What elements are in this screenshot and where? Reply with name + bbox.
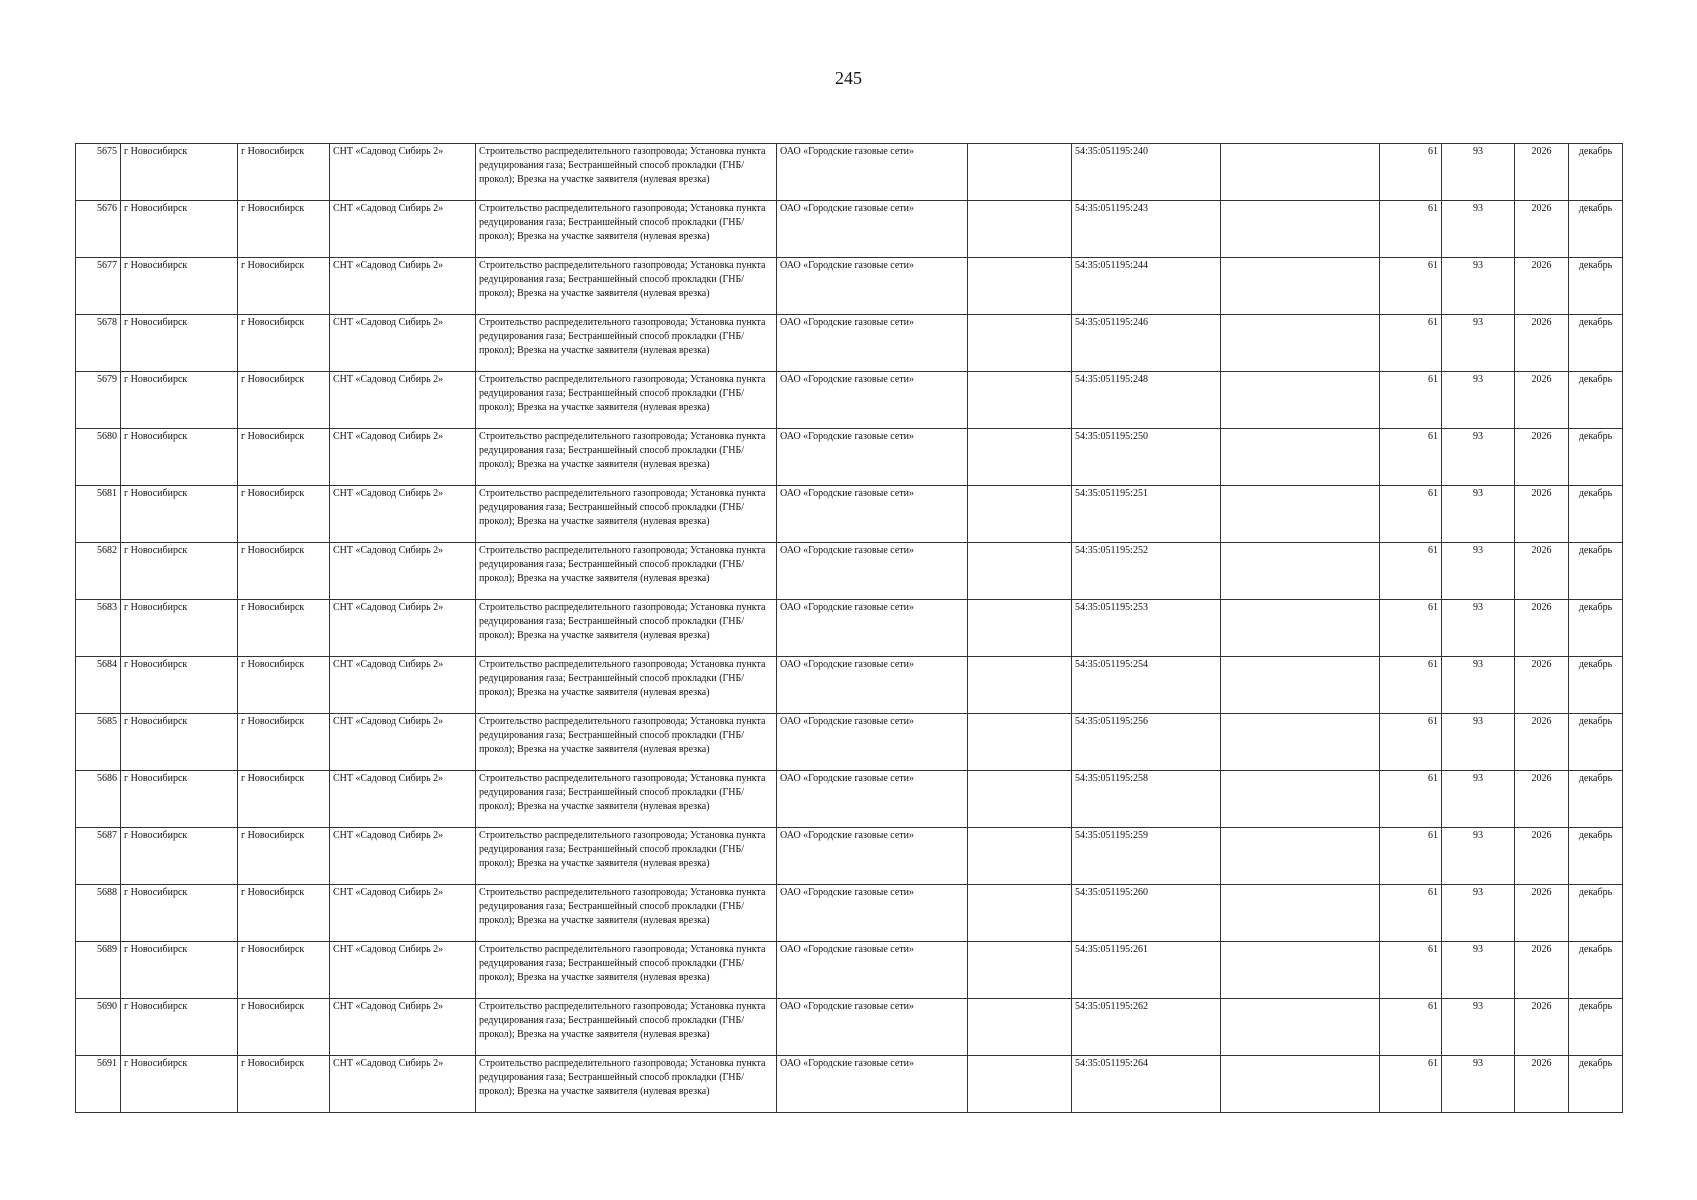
row-number-cell: 5677 xyxy=(76,258,121,315)
works-description-cell: Строительство распределительного газопровода; Установка пункта редуцирования газа; Бестраншейный способ прокладки (ГНБ/прокол); Врезка на участке заявителя (нулевая врезка) xyxy=(476,714,777,771)
cadastral-number-cell: 54:35:051195:259 xyxy=(1072,828,1221,885)
month-cell: декабрь xyxy=(1569,201,1623,258)
month-cell: декабрь xyxy=(1569,714,1623,771)
row-number-cell: 5686 xyxy=(76,771,121,828)
year-cell: 2026 xyxy=(1515,714,1569,771)
municipality-cell: г Новосибирск xyxy=(121,372,238,429)
empty-cell xyxy=(1221,372,1380,429)
row-number-cell: 5689 xyxy=(76,942,121,999)
municipality-cell: г Новосибирск xyxy=(121,999,238,1056)
empty-cell xyxy=(1221,429,1380,486)
month-cell: декабрь xyxy=(1569,828,1623,885)
value-2-cell: 93 xyxy=(1442,315,1515,372)
organization-cell: ОАО «Городские газовые сети» xyxy=(777,657,968,714)
page-number: 245 xyxy=(835,68,862,88)
organization-cell: ОАО «Городские газовые сети» xyxy=(777,600,968,657)
municipality-cell: г Новосибирск xyxy=(121,714,238,771)
cadastral-number-cell: 54:35:051195:250 xyxy=(1072,429,1221,486)
table-row xyxy=(76,429,1623,486)
year-cell: 2026 xyxy=(1515,372,1569,429)
locality-cell: г Новосибирск xyxy=(238,999,330,1056)
works-description-cell: Строительство распределительного газопровода; Установка пункта редуцирования газа; Бестраншейный способ прокладки (ГНБ/прокол); Врезка на участке заявителя (нулевая врезка) xyxy=(476,885,777,942)
month-cell: декабрь xyxy=(1569,486,1623,543)
works-description-cell: Строительство распределительного газопровода; Установка пункта редуцирования газа; Бестраншейный способ прокладки (ГНБ/прокол); Врезка на участке заявителя (нулевая врезка) xyxy=(476,828,777,885)
empty-cell xyxy=(1221,486,1380,543)
works-description-cell: Строительство распределительного газопровода; Установка пункта редуцирования газа; Бестраншейный способ прокладки (ГНБ/прокол); Врезка на участке заявителя (нулевая врезка) xyxy=(476,1056,777,1113)
value-2-cell: 93 xyxy=(1442,828,1515,885)
row-number-cell: 5685 xyxy=(76,714,121,771)
table-row xyxy=(76,1056,1623,1113)
table-row xyxy=(76,258,1623,315)
value-2-cell: 93 xyxy=(1442,771,1515,828)
table-row xyxy=(76,543,1623,600)
empty-cell xyxy=(1221,657,1380,714)
year-cell: 2026 xyxy=(1515,258,1569,315)
locality-cell: г Новосибирск xyxy=(238,486,330,543)
organization-cell: ОАО «Городские газовые сети» xyxy=(777,942,968,999)
locality-cell: г Новосибирск xyxy=(238,714,330,771)
works-description-cell: Строительство распределительного газопровода; Установка пункта редуцирования газа; Бестраншейный способ прокладки (ГНБ/прокол); Врезка на участке заявителя (нулевая врезка) xyxy=(476,429,777,486)
month-cell: декабрь xyxy=(1569,999,1623,1056)
year-cell: 2026 xyxy=(1515,543,1569,600)
value-2-cell: 93 xyxy=(1442,486,1515,543)
value-2-cell: 93 xyxy=(1442,942,1515,999)
locality-cell: г Новосибирск xyxy=(238,885,330,942)
value-2-cell: 93 xyxy=(1442,258,1515,315)
value-1-cell: 61 xyxy=(1380,1056,1442,1113)
locality-cell: г Новосибирск xyxy=(238,429,330,486)
empty-cell xyxy=(968,600,1072,657)
month-cell: декабрь xyxy=(1569,258,1623,315)
organization-cell: ОАО «Городские газовые сети» xyxy=(777,258,968,315)
month-cell: декабрь xyxy=(1569,543,1623,600)
value-1-cell: 61 xyxy=(1380,942,1442,999)
value-1-cell: 61 xyxy=(1380,885,1442,942)
empty-cell xyxy=(968,942,1072,999)
organization-cell: ОАО «Городские газовые сети» xyxy=(777,885,968,942)
year-cell: 2026 xyxy=(1515,201,1569,258)
value-1-cell: 61 xyxy=(1380,201,1442,258)
month-cell: декабрь xyxy=(1569,600,1623,657)
empty-cell xyxy=(1221,144,1380,201)
municipality-cell: г Новосибирск xyxy=(121,828,238,885)
address-cell: СНТ «Садовод Сибирь 2» xyxy=(330,372,476,429)
empty-cell xyxy=(1221,315,1380,372)
address-cell: СНТ «Садовод Сибирь 2» xyxy=(330,999,476,1056)
value-1-cell: 61 xyxy=(1380,771,1442,828)
municipality-cell: г Новосибирск xyxy=(121,942,238,999)
cadastral-number-cell: 54:35:051195:253 xyxy=(1072,600,1221,657)
year-cell: 2026 xyxy=(1515,999,1569,1056)
organization-cell: ОАО «Городские газовые сети» xyxy=(777,828,968,885)
municipality-cell: г Новосибирск xyxy=(121,1056,238,1113)
locality-cell: г Новосибирск xyxy=(238,942,330,999)
organization-cell: ОАО «Городские газовые сети» xyxy=(777,201,968,258)
row-number-cell: 5688 xyxy=(76,885,121,942)
locality-cell: г Новосибирск xyxy=(238,771,330,828)
works-description-cell: Строительство распределительного газопровода; Установка пункта редуцирования газа; Бестраншейный способ прокладки (ГНБ/прокол); Врезка на участке заявителя (нулевая врезка) xyxy=(476,486,777,543)
address-cell: СНТ «Садовод Сибирь 2» xyxy=(330,144,476,201)
cadastral-number-cell: 54:35:051195:251 xyxy=(1072,486,1221,543)
year-cell: 2026 xyxy=(1515,828,1569,885)
works-description-cell: Строительство распределительного газопровода; Установка пункта редуцирования газа; Бестраншейный способ прокладки (ГНБ/прокол); Врезка на участке заявителя (нулевая врезка) xyxy=(476,315,777,372)
cadastral-number-cell: 54:35:051195:260 xyxy=(1072,885,1221,942)
empty-cell xyxy=(968,429,1072,486)
row-number-cell: 5683 xyxy=(76,600,121,657)
empty-cell xyxy=(1221,543,1380,600)
cadastral-number-cell: 54:35:051195:240 xyxy=(1072,144,1221,201)
year-cell: 2026 xyxy=(1515,1056,1569,1113)
organization-cell: ОАО «Городские газовые сети» xyxy=(777,144,968,201)
table-row xyxy=(76,315,1623,372)
value-1-cell: 61 xyxy=(1380,543,1442,600)
locality-cell: г Новосибирск xyxy=(238,144,330,201)
cadastral-number-cell: 54:35:051195:261 xyxy=(1072,942,1221,999)
locality-cell: г Новосибирск xyxy=(238,315,330,372)
month-cell: декабрь xyxy=(1569,144,1623,201)
cadastral-number-cell: 54:35:051195:243 xyxy=(1072,201,1221,258)
works-description-cell: Строительство распределительного газопровода; Установка пункта редуцирования газа; Бестраншейный способ прокладки (ГНБ/прокол); Врезка на участке заявителя (нулевая врезка) xyxy=(476,999,777,1056)
table-row xyxy=(76,201,1623,258)
row-number-cell: 5678 xyxy=(76,315,121,372)
locality-cell: г Новосибирск xyxy=(238,372,330,429)
empty-cell xyxy=(968,144,1072,201)
row-number-cell: 5687 xyxy=(76,828,121,885)
empty-cell xyxy=(968,771,1072,828)
municipality-cell: г Новосибирск xyxy=(121,600,238,657)
address-cell: СНТ «Садовод Сибирь 2» xyxy=(330,486,476,543)
works-description-cell: Строительство распределительного газопровода; Установка пункта редуцирования газа; Бестраншейный способ прокладки (ГНБ/прокол); Врезка на участке заявителя (нулевая врезка) xyxy=(476,372,777,429)
value-1-cell: 61 xyxy=(1380,657,1442,714)
locality-cell: г Новосибирск xyxy=(238,201,330,258)
row-number-cell: 5690 xyxy=(76,999,121,1056)
works-description-cell: Строительство распределительного газопровода; Установка пункта редуцирования газа; Бестраншейный способ прокладки (ГНБ/прокол); Врезка на участке заявителя (нулевая врезка) xyxy=(476,942,777,999)
address-cell: СНТ «Садовод Сибирь 2» xyxy=(330,657,476,714)
value-1-cell: 61 xyxy=(1380,315,1442,372)
empty-cell xyxy=(968,657,1072,714)
address-cell: СНТ «Садовод Сибирь 2» xyxy=(330,201,476,258)
empty-cell xyxy=(968,1056,1072,1113)
empty-cell xyxy=(968,258,1072,315)
value-1-cell: 61 xyxy=(1380,258,1442,315)
empty-cell xyxy=(968,714,1072,771)
address-cell: СНТ «Садовод Сибирь 2» xyxy=(330,600,476,657)
value-1-cell: 61 xyxy=(1380,144,1442,201)
organization-cell: ОАО «Городские газовые сети» xyxy=(777,429,968,486)
row-number-cell: 5684 xyxy=(76,657,121,714)
table-row xyxy=(76,372,1623,429)
address-cell: СНТ «Садовод Сибирь 2» xyxy=(330,885,476,942)
row-number-cell: 5691 xyxy=(76,1056,121,1113)
table-row xyxy=(76,657,1623,714)
value-2-cell: 93 xyxy=(1442,885,1515,942)
empty-cell xyxy=(968,201,1072,258)
locality-cell: г Новосибирск xyxy=(238,1056,330,1113)
year-cell: 2026 xyxy=(1515,486,1569,543)
gasification-schedule-table xyxy=(75,143,1623,1113)
address-cell: СНТ «Садовод Сибирь 2» xyxy=(330,258,476,315)
value-1-cell: 61 xyxy=(1380,372,1442,429)
empty-cell xyxy=(1221,828,1380,885)
value-2-cell: 93 xyxy=(1442,372,1515,429)
month-cell: декабрь xyxy=(1569,1056,1623,1113)
municipality-cell: г Новосибирск xyxy=(121,885,238,942)
locality-cell: г Новосибирск xyxy=(238,828,330,885)
cadastral-number-cell: 54:35:051195:258 xyxy=(1072,771,1221,828)
empty-cell xyxy=(968,486,1072,543)
value-2-cell: 93 xyxy=(1442,600,1515,657)
table-row xyxy=(76,600,1623,657)
value-2-cell: 93 xyxy=(1442,144,1515,201)
municipality-cell: г Новосибирск xyxy=(121,771,238,828)
value-1-cell: 61 xyxy=(1380,714,1442,771)
table-row xyxy=(76,714,1623,771)
empty-cell xyxy=(968,885,1072,942)
organization-cell: ОАО «Городские газовые сети» xyxy=(777,315,968,372)
municipality-cell: г Новосибирск xyxy=(121,144,238,201)
row-number-cell: 5680 xyxy=(76,429,121,486)
address-cell: СНТ «Садовод Сибирь 2» xyxy=(330,828,476,885)
address-cell: СНТ «Садовод Сибирь 2» xyxy=(330,543,476,600)
cadastral-number-cell: 54:35:051195:252 xyxy=(1072,543,1221,600)
empty-cell xyxy=(1221,600,1380,657)
empty-cell xyxy=(1221,885,1380,942)
empty-cell xyxy=(968,828,1072,885)
address-cell: СНТ «Садовод Сибирь 2» xyxy=(330,1056,476,1113)
organization-cell: ОАО «Городские газовые сети» xyxy=(777,771,968,828)
table-row xyxy=(76,486,1623,543)
organization-cell: ОАО «Городские газовые сети» xyxy=(777,999,968,1056)
cadastral-number-cell: 54:35:051195:248 xyxy=(1072,372,1221,429)
municipality-cell: г Новосибирск xyxy=(121,258,238,315)
empty-cell xyxy=(968,315,1072,372)
value-1-cell: 61 xyxy=(1380,999,1442,1056)
works-description-cell: Строительство распределительного газопровода; Установка пункта редуцирования газа; Бестраншейный способ прокладки (ГНБ/прокол); Врезка на участке заявителя (нулевая врезка) xyxy=(476,600,777,657)
table-row xyxy=(76,999,1623,1056)
table-row xyxy=(76,144,1623,201)
municipality-cell: г Новосибирск xyxy=(121,486,238,543)
organization-cell: ОАО «Городские газовые сети» xyxy=(777,1056,968,1113)
empty-cell xyxy=(968,543,1072,600)
municipality-cell: г Новосибирск xyxy=(121,429,238,486)
works-description-cell: Строительство распределительного газопровода; Установка пункта редуцирования газа; Бестраншейный способ прокладки (ГНБ/прокол); Врезка на участке заявителя (нулевая врезка) xyxy=(476,258,777,315)
month-cell: декабрь xyxy=(1569,315,1623,372)
month-cell: декабрь xyxy=(1569,429,1623,486)
cadastral-number-cell: 54:35:051195:244 xyxy=(1072,258,1221,315)
organization-cell: ОАО «Городские газовые сети» xyxy=(777,714,968,771)
table-row xyxy=(76,771,1623,828)
organization-cell: ОАО «Городские газовые сети» xyxy=(777,372,968,429)
empty-cell xyxy=(1221,999,1380,1056)
year-cell: 2026 xyxy=(1515,144,1569,201)
year-cell: 2026 xyxy=(1515,942,1569,999)
municipality-cell: г Новосибирск xyxy=(121,201,238,258)
year-cell: 2026 xyxy=(1515,771,1569,828)
empty-cell xyxy=(1221,771,1380,828)
year-cell: 2026 xyxy=(1515,429,1569,486)
month-cell: декабрь xyxy=(1569,942,1623,999)
year-cell: 2026 xyxy=(1515,315,1569,372)
year-cell: 2026 xyxy=(1515,885,1569,942)
municipality-cell: г Новосибирск xyxy=(121,543,238,600)
value-1-cell: 61 xyxy=(1380,429,1442,486)
empty-cell xyxy=(1221,942,1380,999)
month-cell: декабрь xyxy=(1569,657,1623,714)
row-number-cell: 5679 xyxy=(76,372,121,429)
value-2-cell: 93 xyxy=(1442,429,1515,486)
cadastral-number-cell: 54:35:051195:254 xyxy=(1072,657,1221,714)
value-2-cell: 93 xyxy=(1442,714,1515,771)
month-cell: декабрь xyxy=(1569,885,1623,942)
empty-cell xyxy=(1221,201,1380,258)
municipality-cell: г Новосибирск xyxy=(121,657,238,714)
address-cell: СНТ «Садовод Сибирь 2» xyxy=(330,771,476,828)
value-1-cell: 61 xyxy=(1380,486,1442,543)
value-2-cell: 93 xyxy=(1442,657,1515,714)
cadastral-number-cell: 54:35:051195:256 xyxy=(1072,714,1221,771)
year-cell: 2026 xyxy=(1515,600,1569,657)
address-cell: СНТ «Садовод Сибирь 2» xyxy=(330,315,476,372)
cadastral-number-cell: 54:35:051195:246 xyxy=(1072,315,1221,372)
cadastral-number-cell: 54:35:051195:264 xyxy=(1072,1056,1221,1113)
value-1-cell: 61 xyxy=(1380,600,1442,657)
month-cell: декабрь xyxy=(1569,771,1623,828)
locality-cell: г Новосибирск xyxy=(238,657,330,714)
empty-cell xyxy=(1221,258,1380,315)
locality-cell: г Новосибирск xyxy=(238,543,330,600)
works-description-cell: Строительство распределительного газопровода; Установка пункта редуцирования газа; Бестраншейный способ прокладки (ГНБ/прокол); Врезка на участке заявителя (нулевая врезка) xyxy=(476,771,777,828)
value-2-cell: 93 xyxy=(1442,201,1515,258)
works-description-cell: Строительство распределительного газопровода; Установка пункта редуцирования газа; Бестраншейный способ прокладки (ГНБ/прокол); Врезка на участке заявителя (нулевая врезка) xyxy=(476,201,777,258)
row-number-cell: 5676 xyxy=(76,201,121,258)
value-1-cell: 61 xyxy=(1380,828,1442,885)
locality-cell: г Новосибирск xyxy=(238,258,330,315)
address-cell: СНТ «Садовод Сибирь 2» xyxy=(330,429,476,486)
address-cell: СНТ «Садовод Сибирь 2» xyxy=(330,942,476,999)
table-row xyxy=(76,942,1623,999)
works-description-cell: Строительство распределительного газопровода; Установка пункта редуцирования газа; Бестраншейный способ прокладки (ГНБ/прокол); Врезка на участке заявителя (нулевая врезка) xyxy=(476,543,777,600)
value-2-cell: 93 xyxy=(1442,999,1515,1056)
organization-cell: ОАО «Городские газовые сети» xyxy=(777,486,968,543)
value-2-cell: 93 xyxy=(1442,1056,1515,1113)
works-description-cell: Строительство распределительного газопровода; Установка пункта редуцирования газа; Бестраншейный способ прокладки (ГНБ/прокол); Врезка на участке заявителя (нулевая врезка) xyxy=(476,657,777,714)
year-cell: 2026 xyxy=(1515,657,1569,714)
locality-cell: г Новосибирск xyxy=(238,600,330,657)
row-number-cell: 5681 xyxy=(76,486,121,543)
table-row xyxy=(76,828,1623,885)
value-2-cell: 93 xyxy=(1442,543,1515,600)
organization-cell: ОАО «Городские газовые сети» xyxy=(777,543,968,600)
row-number-cell: 5675 xyxy=(76,144,121,201)
works-description-cell: Строительство распределительного газопровода; Установка пункта редуцирования газа; Бестраншейный способ прокладки (ГНБ/прокол); Врезка на участке заявителя (нулевая врезка) xyxy=(476,144,777,201)
empty-cell xyxy=(968,999,1072,1056)
cadastral-number-cell: 54:35:051195:262 xyxy=(1072,999,1221,1056)
table-row xyxy=(76,885,1623,942)
empty-cell xyxy=(968,372,1072,429)
empty-cell xyxy=(1221,1056,1380,1113)
municipality-cell: г Новосибирск xyxy=(121,315,238,372)
empty-cell xyxy=(1221,714,1380,771)
month-cell: декабрь xyxy=(1569,372,1623,429)
address-cell: СНТ «Садовод Сибирь 2» xyxy=(330,714,476,771)
row-number-cell: 5682 xyxy=(76,543,121,600)
